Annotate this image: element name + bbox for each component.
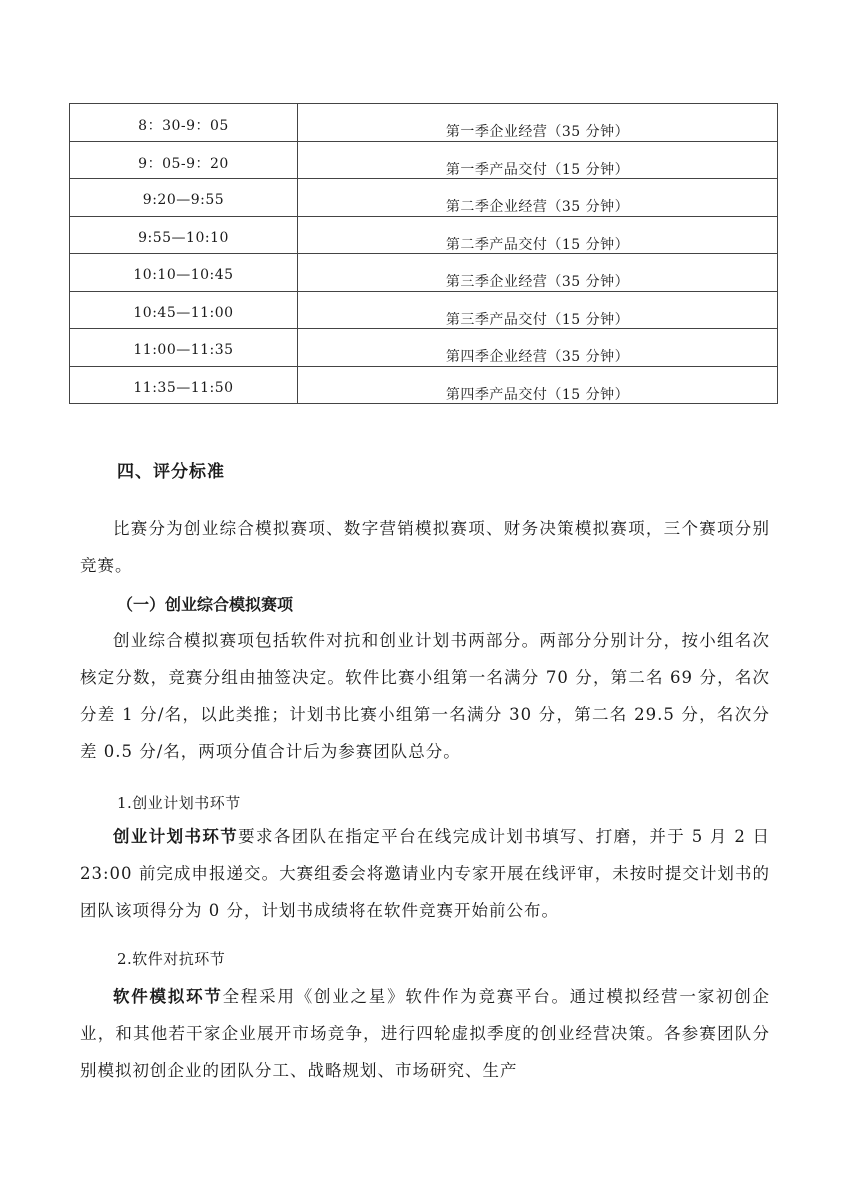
activity-cell [298, 329, 778, 367]
schedule-table-body [70, 104, 778, 404]
table-row [70, 141, 778, 179]
time-text: 9:20—9:55 [142, 192, 225, 209]
activity-cell [298, 216, 778, 254]
activity-cell [298, 179, 778, 217]
activity-cell [298, 141, 778, 179]
time-text: 10:10—10:45 [133, 267, 234, 284]
activity-text: 第三季产品交付（15 分钟） [445, 311, 630, 328]
time-text: 10:45—11:00 [133, 304, 234, 321]
time-cell [70, 254, 298, 292]
subsection-heading: （一）创业综合模拟赛项 [117, 595, 294, 614]
item2-heading: 2.软件对抗环节 [117, 950, 226, 968]
table-row [70, 291, 778, 329]
intro-paragraph: 比赛分为创业综合模拟赛项、数字营销模拟赛项、财务决策模拟赛项，三个赛项分别竞赛。 [80, 519, 770, 575]
section-heading: 四、评分标准 [117, 462, 225, 482]
activity-text: 第一季企业经营（35 分钟） [445, 124, 630, 141]
activity-text: 第四季企业经营（35 分钟） [445, 349, 630, 366]
scoring-paragraph: 创业综合模拟赛项包括软件对抗和创业计划书两部分。两部分分别计分，按小组名次核定分数，竞赛分组由抽签决定。软件比赛小组第一名满分 70 分，第二名 69 分，名次分差 1 分/名，以此类推；计划书比赛小组第一名满分 30 分，第二名 29.5 分，名次分差 0.5 分/名，两项分值合计后为参赛团队总分。 [80, 631, 770, 761]
schedule-table [69, 103, 778, 404]
time-cell [70, 179, 298, 217]
activity-cell [298, 291, 778, 329]
table-row [70, 104, 778, 142]
time-cell [70, 141, 298, 179]
activity-cell [298, 104, 778, 142]
time-text: 8：30-9：05 [138, 118, 229, 135]
table-row [70, 329, 778, 367]
time-text: 9:55—10:10 [138, 229, 229, 246]
item2-bold-term: 软件模拟环节 [113, 987, 223, 1006]
item1-heading: 1.创业计划书环节 [117, 794, 241, 812]
item2-paragraph [80, 978, 770, 1089]
time-cell [70, 291, 298, 329]
item1-paragraph [80, 818, 770, 929]
activity-cell [298, 366, 778, 404]
activity-text: 第四季产品交付（15 分钟） [445, 386, 630, 403]
time-cell [70, 216, 298, 254]
item1-bold-term: 创业计划书环节 [113, 827, 239, 846]
table-row [70, 366, 778, 404]
time-text: 9：05-9：20 [138, 155, 229, 172]
item2-text: 全程采用《创业之星》软件作为竞赛平台。通过模拟经营一家初创企业，和其他若干家企业展开市场竞争，进行四轮虚拟季度的创业经营决策。各参赛团队分别模拟初创企业的团队分工、战略规划、市场研究、生产 [80, 987, 771, 1080]
item1-text: 要求各团队在指定平台在线完成计划书填写、打磨，并于 5 月 2 日 23:00 前完成申报递交。大赛组委会将邀请业内专家开展在线评审，未按时提交计划书的团队该项得分为 0 分，计划书成绩将在软件竞赛开始前公布。 [80, 827, 770, 920]
activity-cell [298, 254, 778, 292]
activity-text: 第三季企业经营（35 分钟） [445, 274, 630, 291]
time-text: 11:00—11:35 [133, 342, 234, 359]
activity-text: 第二季产品交付（15 分钟） [445, 236, 630, 253]
time-text: 11:35—11:50 [133, 379, 234, 396]
table-row [70, 216, 778, 254]
time-cell [70, 366, 298, 404]
table-row [70, 179, 778, 217]
activity-text: 第一季产品交付（15 分钟） [445, 161, 630, 178]
time-cell [70, 329, 298, 367]
activity-text: 第二季企业经营（35 分钟） [445, 199, 630, 216]
table-row [70, 254, 778, 292]
time-cell [70, 104, 298, 142]
